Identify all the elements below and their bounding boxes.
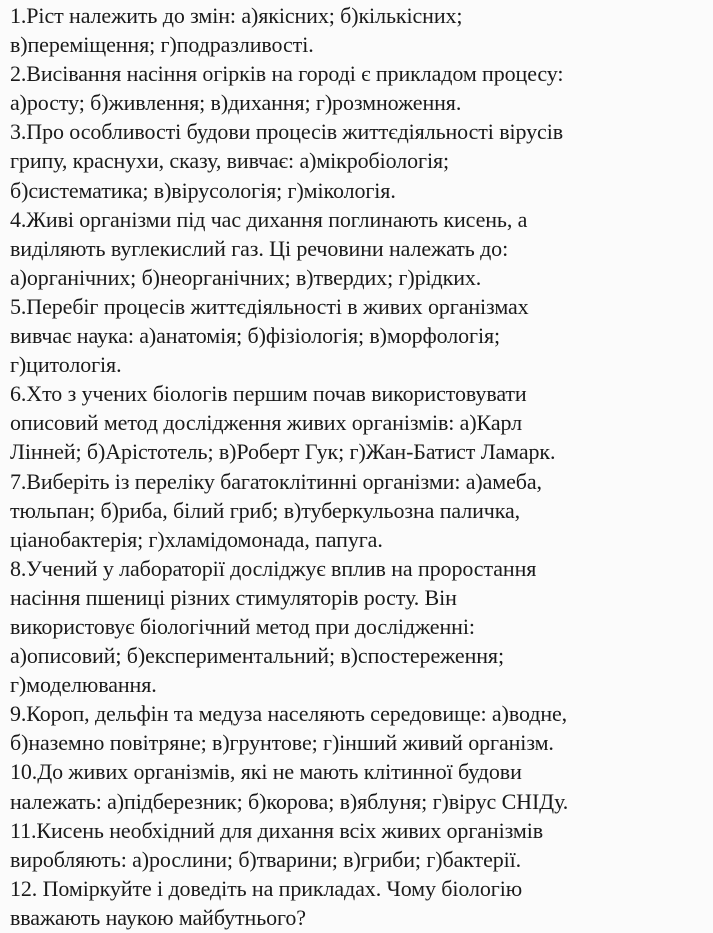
q5-line-2: вивчає наука: а)анатомія; б)фізіологія; в)морфологія;: [10, 323, 501, 349]
q1-line-2: в)переміщення; г)подразливості.: [10, 32, 314, 58]
q10-line-2: належать: а)підберезник; б)корова; в)яблуня; г)вірус СНІДу.: [10, 788, 569, 814]
q11-line-2: виробляють: а)рослини; б)тварини; в)гриби; г)бактерії.: [10, 846, 522, 872]
q7-line-2: тюльпан; б)риба, білий гриб; в)туберкульозна паличка,: [10, 497, 521, 523]
q7-line-1: 7.Виберіть із переліку багатоклітинні організми: а)амеба,: [10, 468, 542, 494]
q4-line-2: виділяють вуглекислий газ. Ці речовини належать до:: [10, 235, 509, 261]
q5-line-3: г)цитологія.: [10, 352, 122, 378]
q10-line-1: 10.До живих організмів, які не мають клітинної будови: [10, 759, 522, 785]
q3-line-2: грипу, краснухи, сказу, вивчає: а)мікробіологія;: [10, 148, 450, 174]
q9-line-1: 9.Короп, дельфін та медуза населяють середовище: а)водне,: [10, 701, 568, 727]
q9-line-2: б)наземно повітряне; в)грунтове; г)інший живий організм.: [10, 730, 554, 756]
q8-line-1: 8.Учений у лабораторії досліджує вплив на проростання: [10, 555, 537, 581]
q12-line-1: 12. Поміркуйте і доведіть на прикладах. Чому біологію: [10, 875, 523, 901]
q2-line-1: 2.Висівання насіння огірків на городі є прикладом процесу:: [10, 61, 564, 87]
q6-line-3: Лінней; б)Арістотель; в)Роберт Гук; г)Жан-Батист Ламарк.: [10, 439, 556, 465]
q3-line-1: 3.Про особливості будови процесів життєдіяльності вірусів: [10, 119, 563, 145]
q11-line-1: 11.Кисень необхідний для дихання всіх живих організмів: [10, 817, 543, 843]
q8-line-2: насіння пшениці різних стимуляторів росту. Він: [10, 584, 457, 610]
q8-line-5: г)моделювання.: [10, 672, 157, 698]
q8-line-4: а)описовий; б)експериментальний; в)спостереження;: [10, 643, 504, 669]
q4-line-3: а)органічних; б)неорганічних; в)твердих; г)рідких.: [10, 264, 482, 290]
q6-line-1: 6.Хто з учених біологів першим почав використовувати: [10, 381, 527, 407]
q12-line-2: вважають наукою майбутнього?: [10, 904, 306, 930]
q1-line-1: 1.Ріст належить до змін: а)якісних; б)кількісних;: [10, 3, 463, 28]
q6-line-2: описовий метод дослідження живих організмів: а)Карл: [10, 410, 522, 436]
q4-line-1: 4.Живі організми під час дихання поглинають кисень, а: [10, 206, 528, 232]
q2-line-2: а)росту; б)живлення; в)дихання; г)розмноження.: [10, 90, 462, 116]
q5-line-1: 5.Перебіг процесів життєдіяльності в живих організмах: [10, 293, 529, 319]
q3-line-3: б)систематика; в)вірусологія; г)мікологія.: [10, 177, 396, 203]
q7-line-3: ціанобактерія; г)хламідомонада, папуга.: [10, 526, 383, 552]
q8-line-3: використовує біологічний метод при дослідженні:: [10, 613, 475, 639]
